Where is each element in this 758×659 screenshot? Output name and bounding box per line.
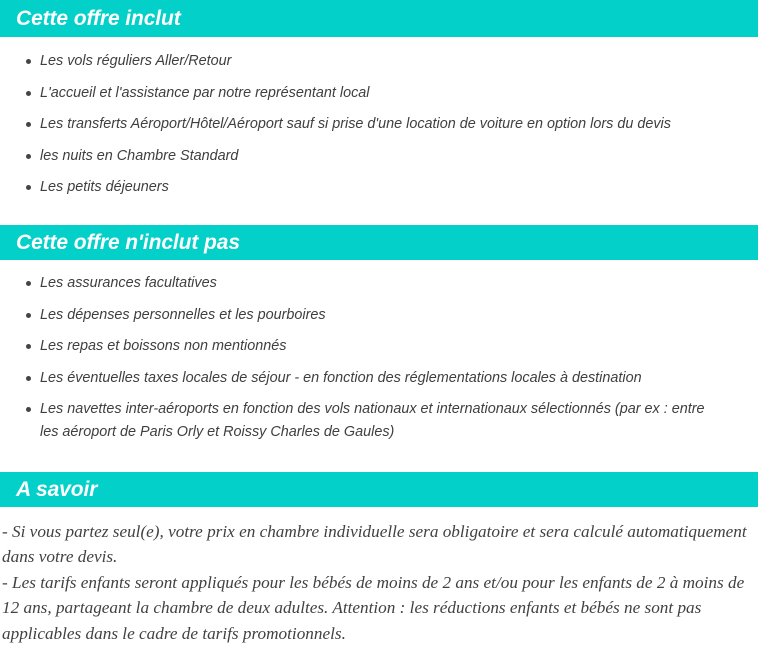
list-item xyxy=(0,145,758,168)
list-item-text: Les navettes inter-aéroports en fonction des vols nationaux et internationaux sélectionnés (par ex : entre les aéroport de Paris Orly et Roissy Charles de Gaules) xyxy=(40,401,705,440)
included-items-list xyxy=(0,50,758,208)
list-item-text: Les petits déjeuners xyxy=(40,179,169,195)
list-item-text: les nuits en Chambre Standard xyxy=(40,147,239,164)
list-item-text: L'accueil et l'assistance par notre représentant local xyxy=(40,84,370,101)
list-item-text: Les assurances facultatives xyxy=(40,275,217,291)
list-item xyxy=(0,50,758,73)
list-item xyxy=(0,367,758,390)
section-header-notes-title: A savoir xyxy=(16,478,98,501)
list-item xyxy=(0,398,758,444)
list-item xyxy=(0,82,758,105)
list-item-text: Les dépenses personnelles et les pourboires xyxy=(40,306,326,323)
section-header-notes xyxy=(0,472,758,507)
note-paragraph: - Si vous partez seul(e), votre prix en chambre individuelle sera obligatoire et sera calculé automatiquement dans votre devis. xyxy=(2,522,747,567)
list-item-text: Les vols réguliers Aller/Retour xyxy=(40,53,232,69)
list-item xyxy=(0,272,758,295)
list-item xyxy=(0,176,758,199)
list-item xyxy=(0,335,758,358)
section-header-included-title: Cette offre inclut xyxy=(16,7,181,30)
notes-paragraph-block xyxy=(0,519,758,646)
excluded-items-list xyxy=(0,272,758,453)
list-item xyxy=(0,113,758,136)
section-header-excluded xyxy=(0,225,758,260)
section-header-excluded-title: Cette offre n'inclut pas xyxy=(16,231,240,254)
section-header-included xyxy=(0,0,758,37)
list-item xyxy=(0,304,758,327)
list-item-text: Les transferts Aéroport/Hôtel/Aéroport sauf si prise d'une location de voiture en option lors du devis xyxy=(40,116,671,132)
list-item-text: Les éventuelles taxes locales de séjour - en fonction des réglementations locales à destination xyxy=(40,369,642,386)
note-paragraph: - Les tarifs enfants seront appliqués pour les bébés de moins de 2 ans et/ou pour les enfants de 2 à moins de 12 ans, partageant la chambre de deux adultes. Attention : les réductions enfants et bébés ne sont pas applicables dans le cadre de tarifs promotionnels. xyxy=(2,572,745,643)
list-item-text: Les repas et boissons non mentionnés xyxy=(40,338,287,354)
